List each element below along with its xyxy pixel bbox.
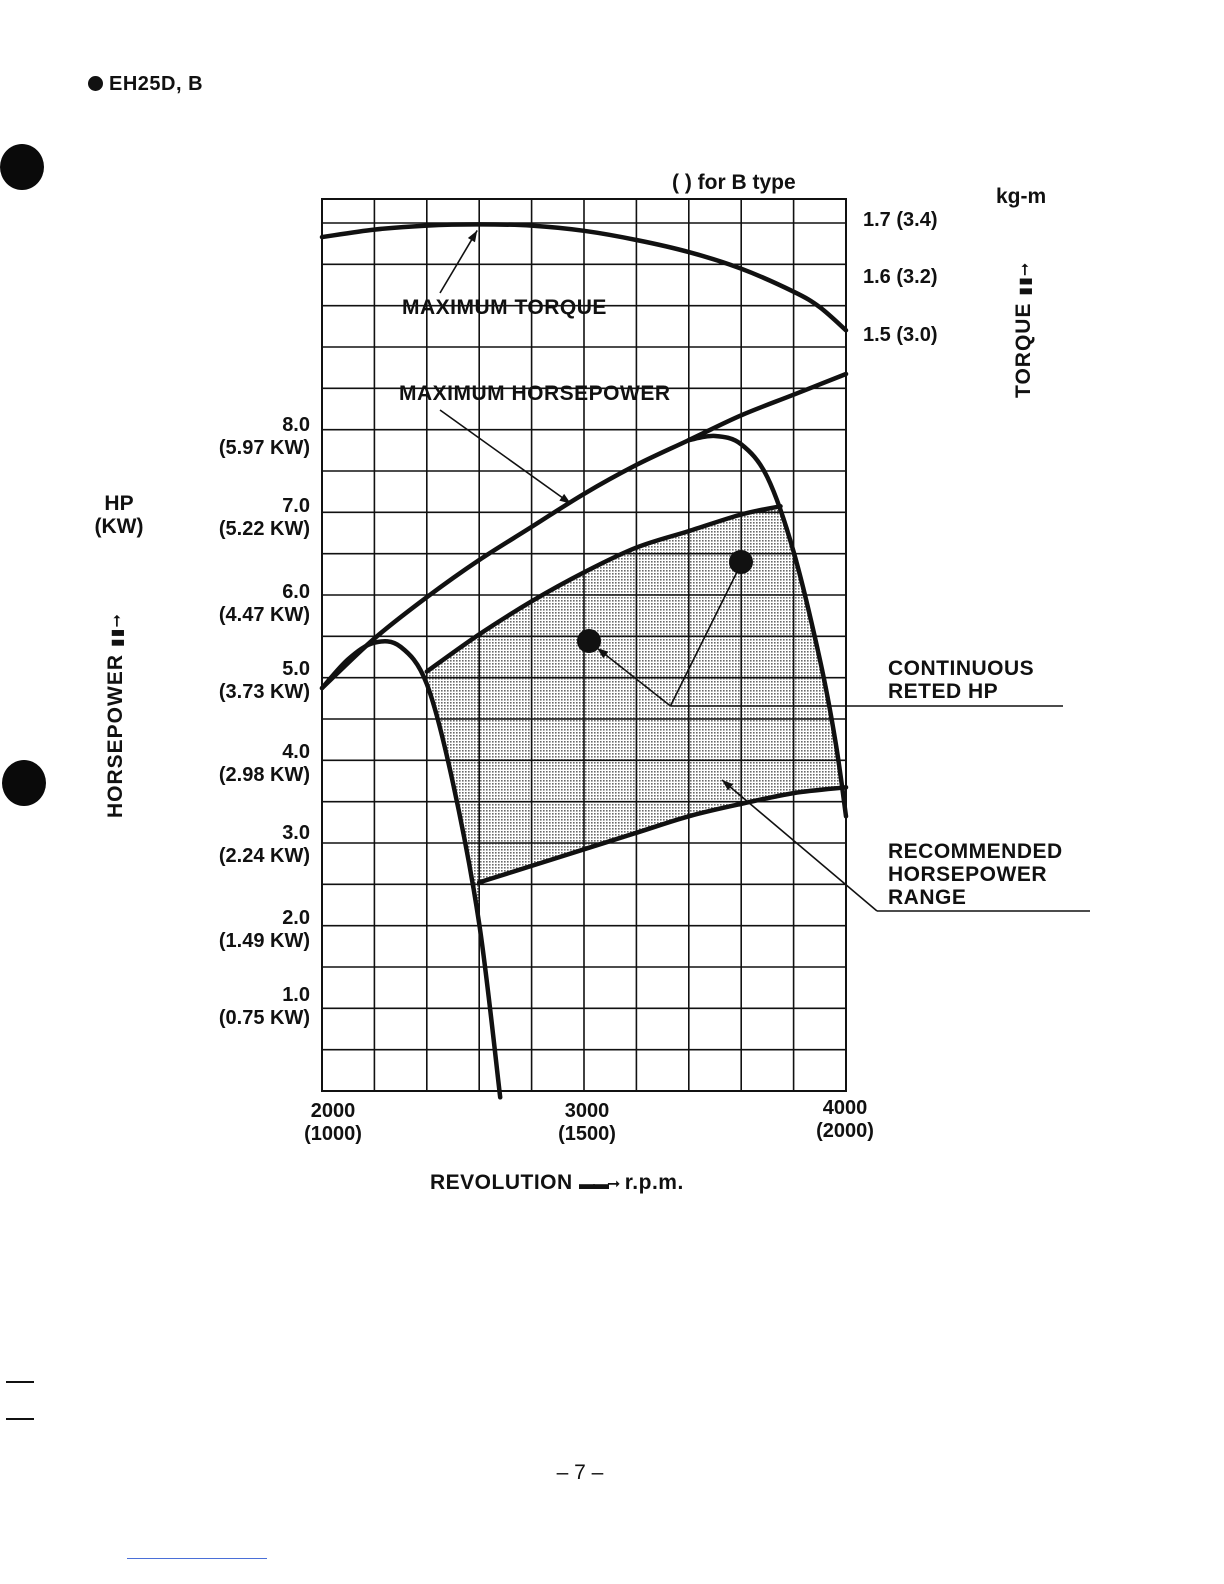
- recommended-range-label: RECOMMENDED HORSEPOWER RANGE: [888, 840, 1063, 909]
- max-horsepower-label: MAXIMUM HORSEPOWER: [399, 382, 671, 405]
- continuous-hp-marker: [577, 629, 601, 653]
- rpm-tick-3000: 3000 (1500): [558, 1100, 616, 1145]
- page-number: – 7 –: [556, 1461, 604, 1484]
- max-horsepower-leader-head: [559, 494, 571, 504]
- b-type-note: ( ) for B type: [672, 171, 796, 194]
- horsepower-axis-title: HORSEPOWER ▮▮➞: [104, 613, 127, 818]
- hp-tick-4: 4.0 (2.98 KW): [218, 741, 310, 786]
- torque-tick-1-7: 1.7 (3.4): [863, 209, 938, 231]
- continuous-hp-marker: [729, 550, 753, 574]
- recommended-range-leader: [722, 780, 877, 911]
- max-torque-label: MAXIMUM TORQUE: [398, 296, 611, 319]
- arrow-up-icon: ▮▮➞: [109, 613, 126, 648]
- max-torque-leader-head: [468, 230, 477, 242]
- hp-tick-3: 3.0 (2.24 KW): [218, 822, 310, 867]
- rpm-tick-4000: 4000 (2000): [816, 1097, 874, 1142]
- torque-unit-label: kg-m: [996, 185, 1047, 208]
- model-label: EH25D, B: [88, 73, 203, 96]
- hp-tick-2: 2.0 (1.49 KW): [218, 907, 310, 952]
- revolution-axis-title: REVOLUTION ▬▬➞ r.p.m.: [430, 1171, 684, 1194]
- torque-tick-1-5: 1.5 (3.0): [863, 324, 938, 346]
- hp-tick-6: 6.0 (4.47 KW): [218, 581, 310, 626]
- arrow-up-icon: ▮▮➞: [1017, 261, 1034, 296]
- torque-tick-1-6: 1.6 (3.2): [863, 266, 938, 288]
- arrow-right-icon: ▬▬➞: [579, 1176, 619, 1193]
- hp-tick-5: 5.0 (3.73 KW): [218, 658, 310, 703]
- hp-tick-1: 1.0 (0.75 KW): [218, 984, 310, 1029]
- torque-axis-title: TORQUE ▮▮➞: [1012, 261, 1035, 398]
- continuous-rated-hp-label: CONTINUOUS RETED HP: [888, 657, 1035, 703]
- hp-tick-8: 8.0 (5.97 KW): [218, 414, 310, 459]
- hp-unit-label: HP (KW): [94, 492, 144, 538]
- rpm-tick-2000: 2000 (1000): [304, 1100, 362, 1145]
- hp-tick-7: 7.0 (5.22 KW): [218, 495, 310, 540]
- max-horsepower-leader: [440, 410, 571, 504]
